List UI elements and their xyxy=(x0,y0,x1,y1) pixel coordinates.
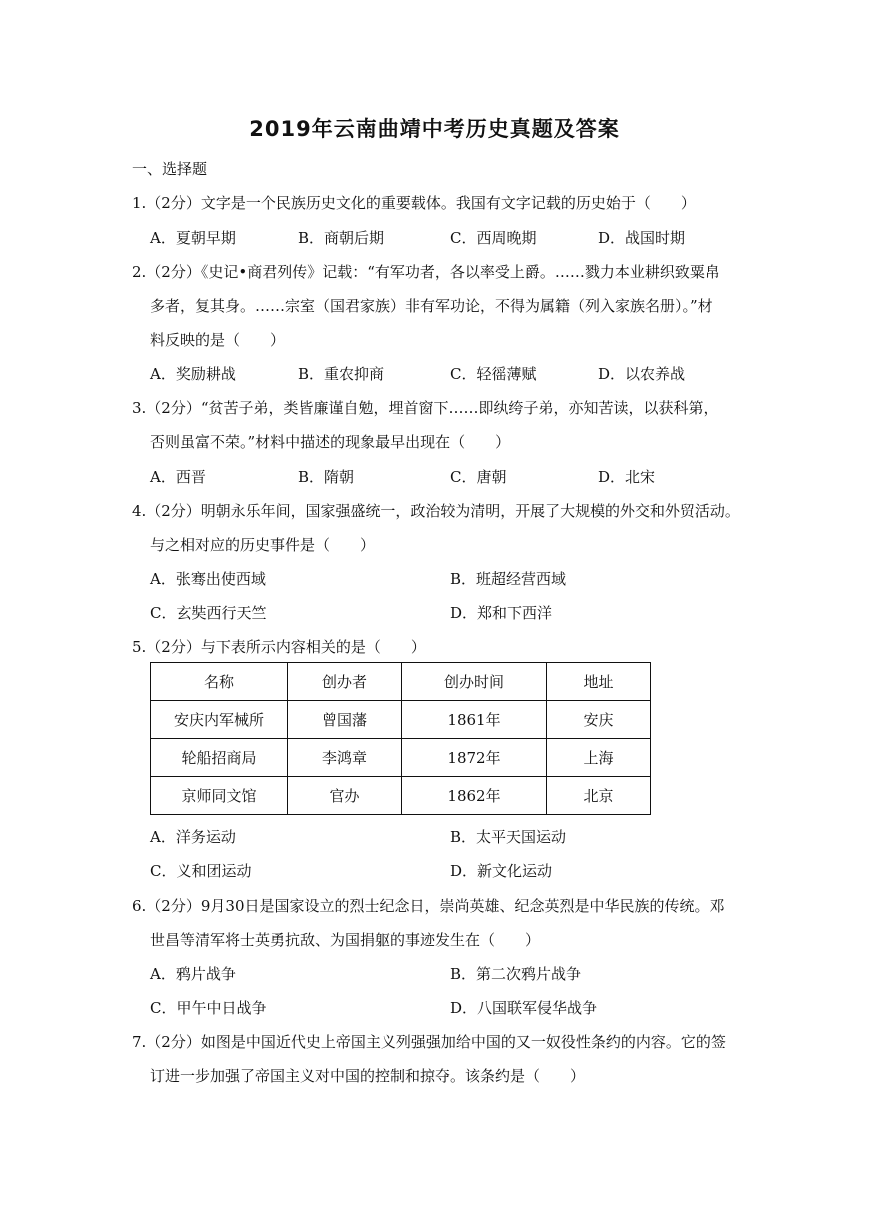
question-2-option-b: B．重农抑商 xyxy=(298,365,385,383)
question-4-text-line-2: 与之相对应的历史事件是（ ） xyxy=(150,536,376,554)
question-7-text-line-2: 订进一步加强了帝国主义对中国的控制和掠夺。该条约是（ ） xyxy=(150,1067,586,1085)
question-4-option-c: C．玄奘西行天竺 xyxy=(150,604,267,622)
question-2-option-d: D．以农养战 xyxy=(598,365,686,383)
question-3-option-c: C．唐朝 xyxy=(450,468,507,486)
table-cell: 李鸿章 xyxy=(288,739,402,777)
table-cell: 京师同文馆 xyxy=(151,777,288,815)
question-1-option-b: B．商朝后期 xyxy=(298,229,385,247)
table-header-row xyxy=(151,663,651,701)
table-cell: 1861年 xyxy=(402,701,547,739)
question-2-text-line-2: 多者，复其身。……宗室（国君家族）非有军功论，不得为属籍（列入家族名册）。”材 xyxy=(150,297,713,315)
question-4-text: 4.（2分）明朝永乐年间，国家强盛统一，政治较为清明，开展了大规模的外交和外贸活动。 xyxy=(132,502,740,520)
section-heading: 一、选择题 xyxy=(132,160,208,178)
question-1-option-d: D．战国时期 xyxy=(598,229,686,247)
question-2-option-a: A．奖励耕战 xyxy=(150,365,236,383)
table-cell: 上海 xyxy=(547,739,651,777)
question-3-option-a: A．西晋 xyxy=(150,468,206,486)
table-cell: 安庆 xyxy=(547,701,651,739)
table-cell: 1862年 xyxy=(402,777,547,815)
table-cell: 官办 xyxy=(288,777,402,815)
table-cell: 北京 xyxy=(547,777,651,815)
question-6-option-d: D．八国联军侵华战争 xyxy=(450,999,598,1017)
table-row xyxy=(151,739,651,777)
question-3-option-b: B．隋朝 xyxy=(298,468,355,486)
question-3-text-line-2: 否则虽富不荣。”材料中描述的现象最早出现在（ ） xyxy=(150,433,511,451)
question-4-option-a: A．张骞出使西域 xyxy=(150,570,266,588)
question-5-option-d: D．新文化运动 xyxy=(450,862,553,880)
question-2-text-line-3: 料反映的是（ ） xyxy=(150,331,286,349)
question-2-text: 2.（2分）《史记•商君列传》记载：“有军功者，各以率受上爵。……戮力本业耕织致粟帛 xyxy=(132,263,720,281)
question-6-option-b: B．第二次鸦片战争 xyxy=(450,965,582,983)
question-4-option-b: B．班超经营西域 xyxy=(450,570,567,588)
question-6-text: 6.（2分）9月30日是国家设立的烈士纪念日，崇尚英雄、纪念英烈是中华民族的传统。邓 xyxy=(132,897,725,915)
question-6-option-a: A．鸦片战争 xyxy=(150,965,236,983)
table-header-cell: 地址 xyxy=(547,663,651,701)
table-header-cell: 创办者 xyxy=(288,663,402,701)
table-header-cell: 名称 xyxy=(151,663,288,701)
page-title: 2019年云南曲靖中考历史真题及答案 xyxy=(249,117,620,141)
table-header-cell: 创办时间 xyxy=(402,663,547,701)
question-1-option-a: A．夏朝早期 xyxy=(150,229,236,247)
table-cell: 轮船招商局 xyxy=(151,739,288,777)
question-6-option-c: C．甲午中日战争 xyxy=(150,999,267,1017)
table-cell: 曾国藩 xyxy=(288,701,402,739)
question-4-option-d: D．郑和下西洋 xyxy=(450,604,553,622)
question-2-option-c: C．轻徭薄赋 xyxy=(450,365,537,383)
question-5-text: 5.（2分）与下表所示内容相关的是（ ） xyxy=(132,638,426,656)
question-3-text: 3.（2分）“贫苦子弟，类皆廉谨自勉，埋首窗下……即纨绔子弟，亦知苦读，以获科第， xyxy=(132,399,719,417)
question-5-option-b: B．太平天国运动 xyxy=(450,828,567,846)
question-5-option-a: A．洋务运动 xyxy=(150,828,236,846)
question-1-text: 1.（2分）文字是一个民族历史文化的重要载体。我国有文字记载的历史始于（ ） xyxy=(132,194,696,212)
table-cell: 1872年 xyxy=(402,739,547,777)
table-row xyxy=(151,701,651,739)
question-6-text-line-2: 世昌等清军将士英勇抗敌、为国捐躯的事迹发生在（ ） xyxy=(150,931,541,949)
question-7-text: 7.（2分）如图是中国近代史上帝国主义列强强加给中国的又一奴役性条约的内容。它的签 xyxy=(132,1033,726,1051)
question-5-option-c: C．义和团运动 xyxy=(150,862,252,880)
question-3-option-d: D．北宋 xyxy=(598,468,656,486)
table-cell: 安庆内军械所 xyxy=(151,701,288,739)
table-row xyxy=(151,777,651,815)
question-1-option-c: C．西周晚期 xyxy=(450,229,537,247)
question-5-table xyxy=(150,662,651,815)
